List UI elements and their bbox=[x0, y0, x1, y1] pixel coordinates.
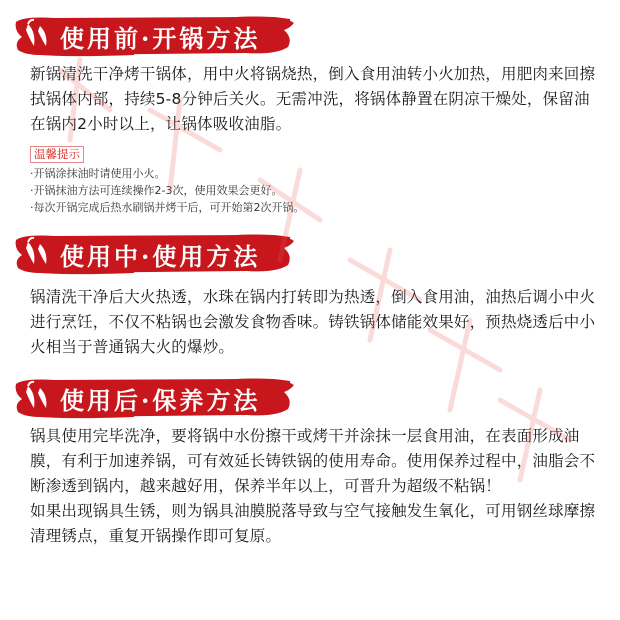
section-title: 使用中·使用方法 bbox=[60, 242, 261, 271]
tips-title: 温馨提示 bbox=[30, 146, 84, 163]
section-banner-before-use bbox=[14, 14, 296, 58]
tip-item: ·开锅抹油方法可连续操作2-3次，使用效果会更好。 bbox=[30, 184, 283, 197]
paragraph: 新锅清洗干净烤干锅体，用中火将锅烧热，倒入食用油转小火加热，用肥肉来回擦拭锅体内部，持续5-8分钟后关火。无需冲洗，将锅体静置在阴凉干燥处，保留油在锅内2小时以上，让锅体吸收油脂。 bbox=[30, 65, 596, 133]
section-banner-after-use bbox=[14, 376, 296, 420]
paragraph: 锅清洗干净后大火热透，水珠在锅内打转即为热透，倒入食用油，油热后调小中火进行烹饪，不仅不粘锅也会激发食物香味。铸铁锅体储能效果好，预热烧透后中小火相当于普通锅大火的爆炒。 bbox=[30, 288, 596, 356]
paragraph: 如果出现锅具生锈，则为锅具油膜脱落导致与空气接触发生氧化，可用钢丝球摩擦清理锈点，重复开锅操作即可复原。 bbox=[30, 502, 596, 545]
section-body-before-use bbox=[30, 62, 600, 137]
paragraph: 锅具使用完毕洗净，要将锅中水份擦干或烤干并涂抹一层食用油，在表面形成油膜，有利于加速养锅，可有效延长铸铁锅的使用寿命。使用保养过程中，油脂会不断渗透到锅内，越来越好用，保养半年以上，可晋升为超级不粘锅！ bbox=[30, 427, 596, 495]
section-title: 使用前·开锅方法 bbox=[60, 24, 261, 53]
section-banner-during-use bbox=[14, 232, 296, 276]
section-body-during-use bbox=[30, 285, 600, 360]
section-body-after-use bbox=[30, 424, 600, 549]
tip-item: ·每次开锅完成后热水刷锅并烤干后，可开始第2次开锅。 bbox=[30, 201, 305, 214]
tips-box bbox=[30, 146, 590, 216]
tip-item: ·开锅涂抹油时请使用小火。 bbox=[30, 167, 166, 180]
section-title: 使用后·保养方法 bbox=[60, 386, 261, 415]
